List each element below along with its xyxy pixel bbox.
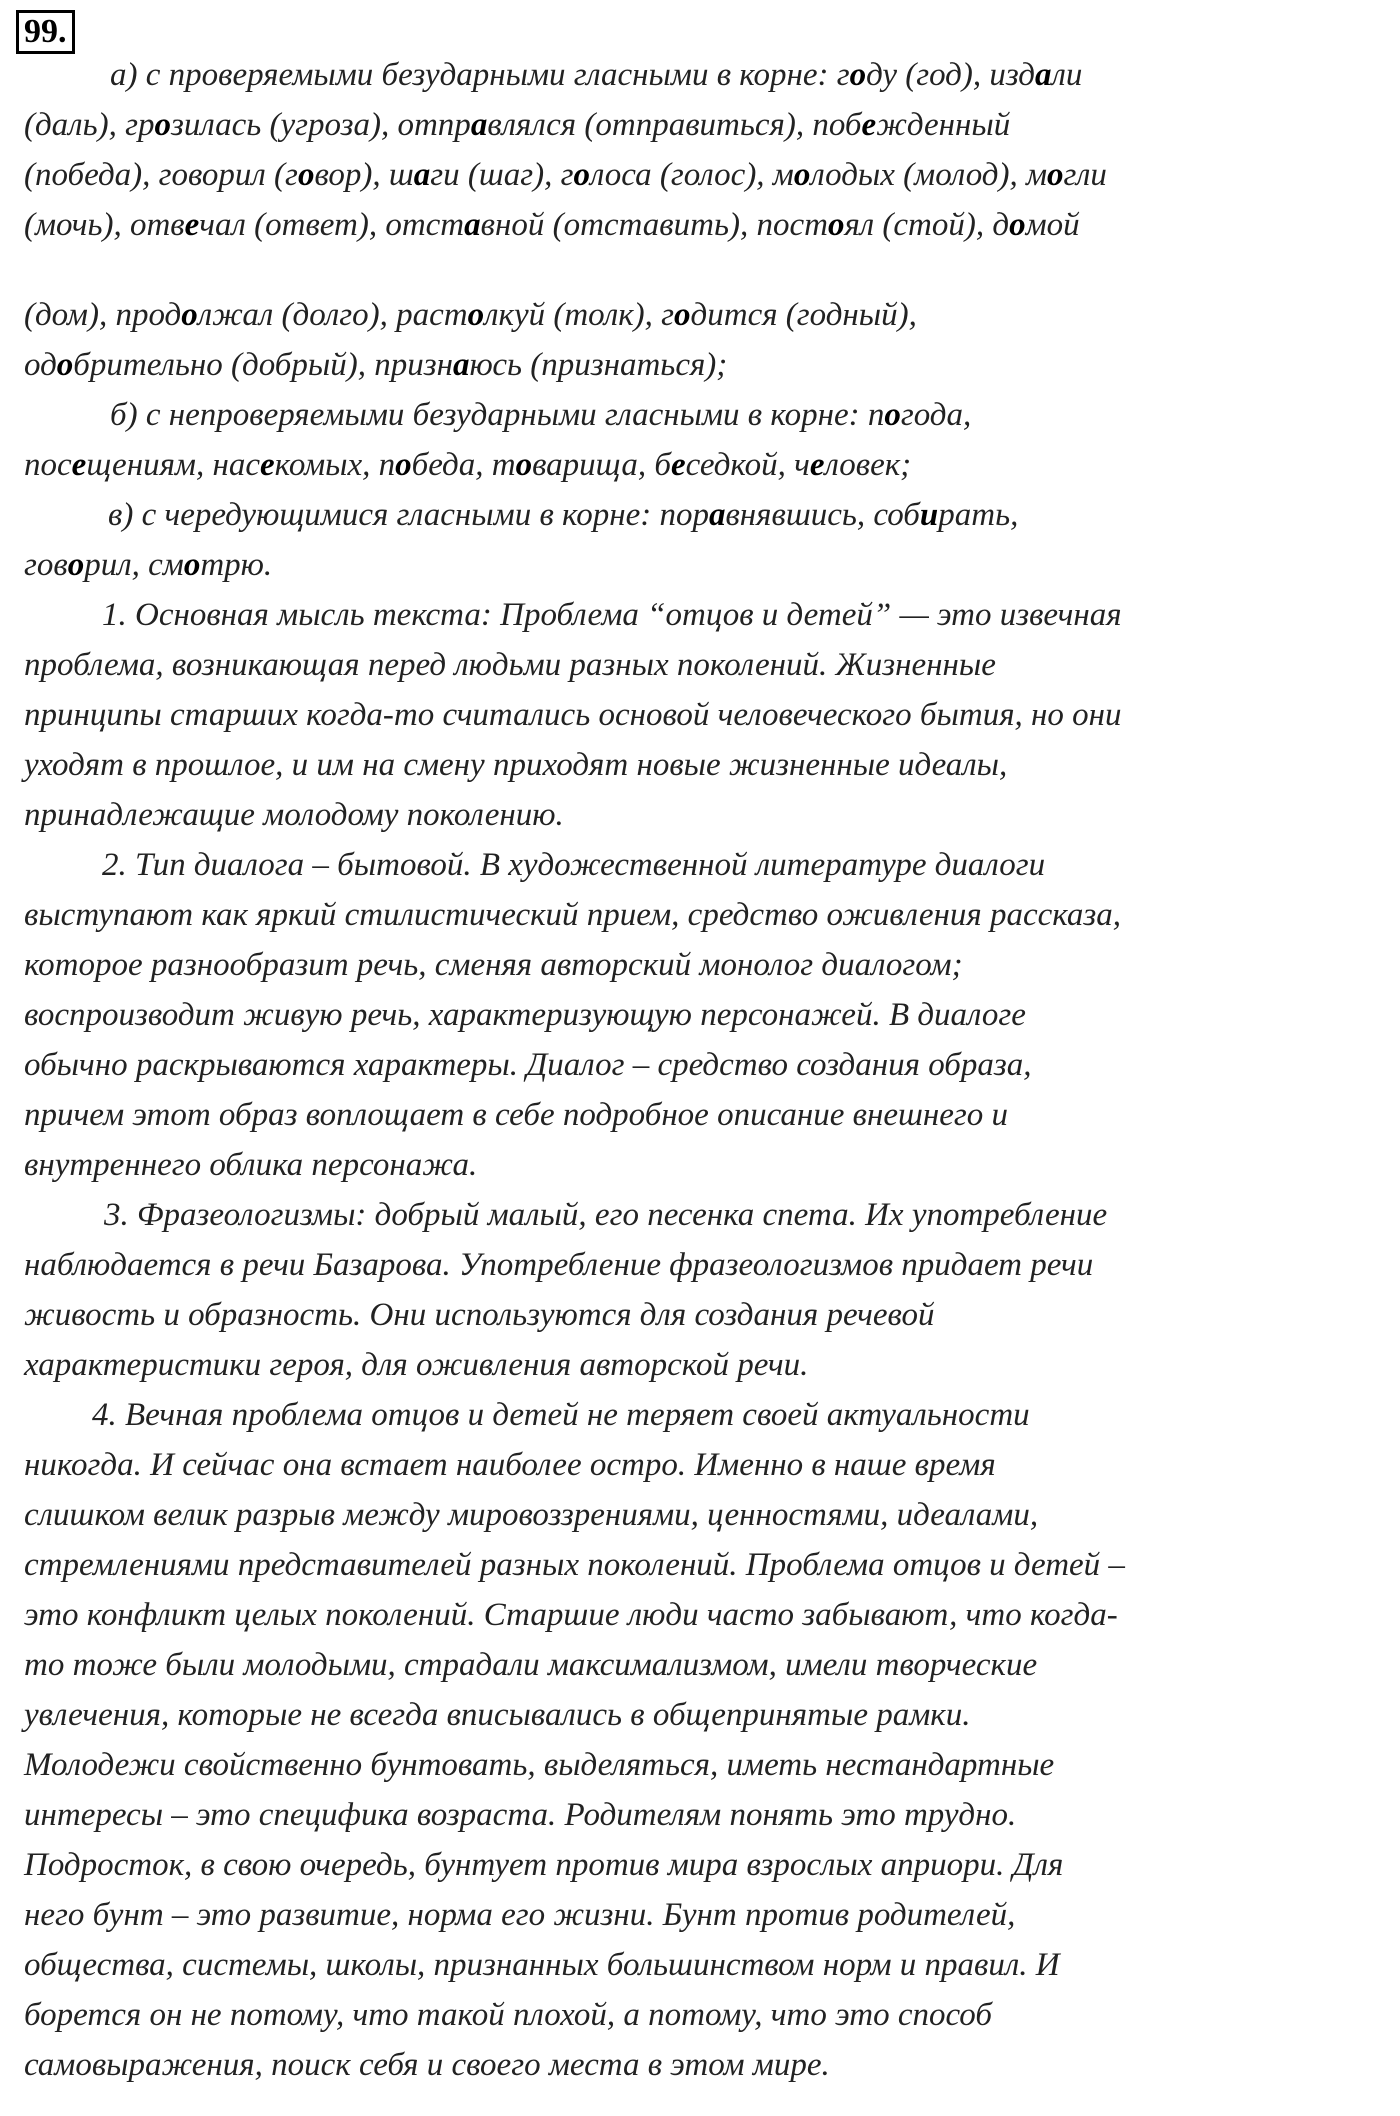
text-line: 2. Тип диалога – бытовой. В художественной литературе диалоги [102, 847, 1046, 883]
answer-3 [24, 1190, 1380, 1390]
highlighted-vowel: е [71, 447, 87, 483]
text-line: внутреннего облика персонажа. [24, 1147, 478, 1183]
text-line: (мочь), отвечал (ответ), отставной (отставить), постоял (стой), домой [24, 207, 1080, 243]
highlighted-vowel: о [181, 297, 198, 333]
text-line: слишком велик разрыв между мировоззрениями, ценностями, идеалами, [24, 1497, 1039, 1533]
text-line: 1. Основная мысль текста: Проблема “отцов и детей” — это извечная [102, 597, 1122, 633]
answer-4 [24, 1390, 1380, 2090]
highlighted-vowel: о [154, 107, 171, 143]
highlighted-vowel: а [452, 347, 470, 383]
highlighted-vowel: е [671, 447, 686, 483]
text-line: Подросток, в свою очередь, бунтует против мира взрослых априори. Для [24, 1847, 1064, 1883]
text-line: которое разнообразит речь, сменяя авторский монолог диалогом; [24, 947, 963, 983]
text-line: одобрительно (добрый), признаюсь (признаться); [24, 347, 728, 383]
text-line: стремлениями представителей разных поколений. Проблема отцов и детей – [24, 1547, 1125, 1583]
highlighted-vowel: о [297, 157, 315, 193]
section-b [24, 390, 1380, 490]
text-line: обычно раскрываются характеры. Диалог – средство создания образа, [24, 1047, 1032, 1083]
highlighted-vowel: о [467, 297, 485, 333]
highlighted-vowel: о [573, 157, 590, 193]
text-line: это конфликт целых поколений. Старшие люди часто забывают, что когда- [24, 1597, 1118, 1633]
text-line: а) с проверяемыми безударными гласными в корне: году (год), издали [110, 57, 1083, 93]
highlighted-vowel: е [809, 447, 825, 483]
text-line: общества, системы, школы, признанных большинством норм и правил. И [24, 1947, 1060, 1983]
highlighted-vowel: о [395, 447, 412, 483]
section-c [24, 490, 1380, 590]
highlighted-vowel: о [183, 547, 201, 583]
answer-2 [24, 840, 1380, 1190]
highlighted-vowel: и [919, 497, 939, 533]
text-line: посещениям, насекомых, победа, товарища, беседкой, человек; [24, 447, 912, 483]
highlighted-vowel: е [259, 447, 275, 483]
highlighted-vowel: а [464, 207, 481, 243]
highlighted-vowel: о [1009, 207, 1026, 243]
text-line: проблема, возникающая перед людьми разных поколений. Жизненные [24, 647, 996, 683]
text-line: принципы старших когда-то считались основой человеческого бытия, но они [24, 697, 1122, 733]
text-line: 4. Вечная проблема отцов и детей не теряет своей актуальности [92, 1397, 1030, 1433]
highlighted-vowel: о [827, 207, 845, 243]
text-line: него бунт – это развитие, норма его жизни. Бунт против родителей, [24, 1897, 1016, 1933]
answer-1 [24, 590, 1380, 840]
highlighted-vowel: а [708, 497, 726, 533]
highlighted-vowel: о [56, 347, 74, 383]
text-line: увлечения, которые не всегда вписывались в общепринятые рамки. [24, 1697, 971, 1733]
text-line: б) с непроверяемыми безударными гласными в корне: погода, [110, 397, 972, 433]
text-line: (дом), продолжал (долго), растолкуй (толк), годится (годный), [24, 297, 917, 333]
text-line: причем этот образ воплощает в себе подробное описание внешнего и [24, 1097, 1009, 1133]
text-line: в) с чередующимися гласными в корне: поравнявшись, собирать, [108, 497, 1019, 533]
highlighted-vowel: а [470, 107, 488, 143]
highlighted-vowel: е [184, 207, 200, 243]
text-line: самовыражения, поиск себя и своего места в этом мире. [24, 2047, 830, 2083]
text-line: говорил, смотрю. [24, 547, 273, 583]
text-line: наблюдается в речи Базарова. Употребление фразеологизмов придает речи [24, 1247, 1094, 1283]
text-line: характеристики героя, для оживления авторской речи. [24, 1347, 809, 1383]
highlighted-vowel: а [1035, 57, 1052, 93]
exercise-number: 99. [16, 10, 75, 54]
text-line: то тоже были молодыми, страдали максимализмом, имели творческие [24, 1647, 1038, 1683]
text-line: уходят в прошлое, и им на смену приходят новые жизненные идеалы, [24, 747, 1008, 783]
highlighted-vowel: о [849, 57, 867, 93]
text-line: (победа), говорил (говор), шаги (шаг), голоса (голос), молодых (молод), могли [24, 157, 1107, 193]
highlighted-vowel: е [861, 107, 877, 143]
highlighted-vowel: о [884, 397, 901, 433]
text-line: интересы – это специфика возраста. Родителям понять это трудно. [24, 1797, 1017, 1833]
highlighted-vowel: о [515, 447, 533, 483]
section-a-part1 [24, 50, 1380, 250]
text-line: живость и образность. Они используются для создания речевой [24, 1297, 935, 1333]
text-line: борется он не потому, что такой плохой, а потому, что это способ [24, 1997, 992, 2033]
text-line: воспроизводит живую речь, характеризующую персонажей. В диалоге [24, 997, 1026, 1033]
highlighted-vowel: о [67, 547, 85, 583]
text-line: никогда. И сейчас она встает наиболее остро. Именно в наше время [24, 1447, 996, 1483]
highlighted-vowel: о [1047, 157, 1064, 193]
text-line: 3. Фразеологизмы: добрый малый, его песенка спета. Их употребление [104, 1197, 1108, 1233]
text-line: принадлежащие молодому поколению. [24, 797, 564, 833]
highlighted-vowel: а [413, 157, 431, 193]
text-line: (даль), грозилась (угроза), отправлялся (отправиться), побежденный [24, 107, 1011, 143]
highlighted-vowel: о [674, 297, 691, 333]
section-a-part2 [24, 290, 1380, 390]
text-line: Молодежи свойственно бунтовать, выделяться, иметь нестандартные [24, 1747, 1055, 1783]
highlighted-vowel: о [793, 157, 811, 193]
text-line: выступают как яркий стилистический прием, средство оживления рассказа, [24, 897, 1122, 933]
